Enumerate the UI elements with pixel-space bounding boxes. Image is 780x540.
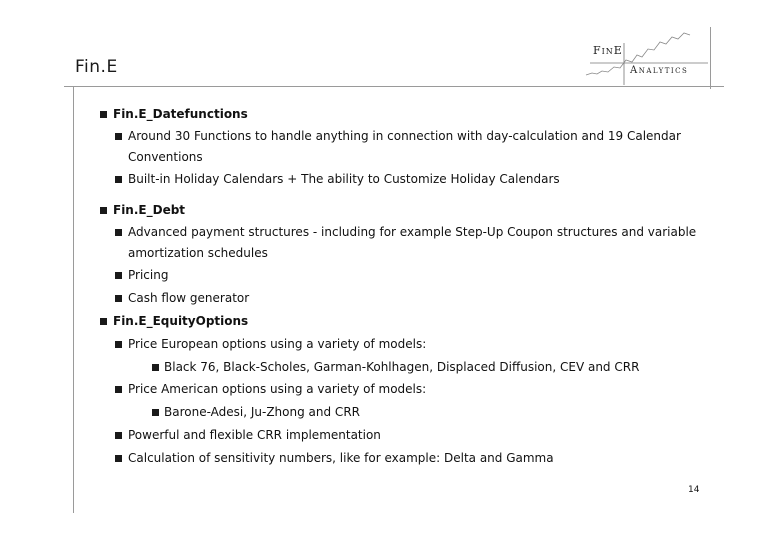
bullet-square-icon [100,318,107,325]
section-heading: Fin.E_Datefunctions [113,107,248,121]
list-item: Price European options using a variety of models: [128,337,427,351]
bullet-square-icon [115,341,122,348]
list-item: Price American options using a variety of models: [128,382,427,396]
bullet-square-icon [152,409,159,416]
logo-text-fine: FinE [593,44,623,57]
list-item: Cash flow generator [128,291,250,305]
bullet-square-icon [152,364,159,371]
bullet-square-icon [115,386,122,393]
bullet-square-icon [115,455,122,462]
section-heading: Fin.E_EquityOptions [113,314,249,328]
bullet-square-icon [115,272,122,279]
list-item: Calculation of sensitivity numbers, like for example: Delta and Gamma [128,451,554,465]
list-item: Powerful and flexible CRR implementation [128,428,381,442]
bullet-square-icon [115,176,122,183]
left-vertical-rule [73,87,74,513]
bullet-square-icon [115,295,122,302]
list-item: Advanced payment structures - including for example Step-Up Coupon structures and variable [128,225,697,239]
list-item-continuation: Conventions [128,150,203,164]
sub-list-item: Black 76, Black-Scholes, Garman-Kohlhagen, Displaced Diffusion, CEV and CRR [164,360,640,374]
list-item-continuation: amortization schedules [128,246,268,260]
bullet-square-icon [100,111,107,118]
bullet-square-icon [100,207,107,214]
section-heading: Fin.E_Debt [113,203,186,217]
logo-graphic [582,27,712,87]
bullet-square-icon [115,229,122,236]
bullet-square-icon [115,133,122,140]
logo-vertical-rule [710,27,711,89]
list-item: Pricing [128,268,169,282]
page-number: 14 [688,485,700,495]
page-title: Fin.E [75,57,118,77]
bullet-square-icon [115,432,122,439]
list-item: Around 30 Functions to handle anything in connection with day-calculation and 19 Calendar [128,129,681,143]
logo-text-analytics: Analytics [630,65,689,76]
list-item: Built-in Holiday Calendars + The ability to Customize Holiday Calendars [128,172,560,186]
sub-list-item: Barone-Adesi, Ju-Zhong and CRR [164,405,360,419]
